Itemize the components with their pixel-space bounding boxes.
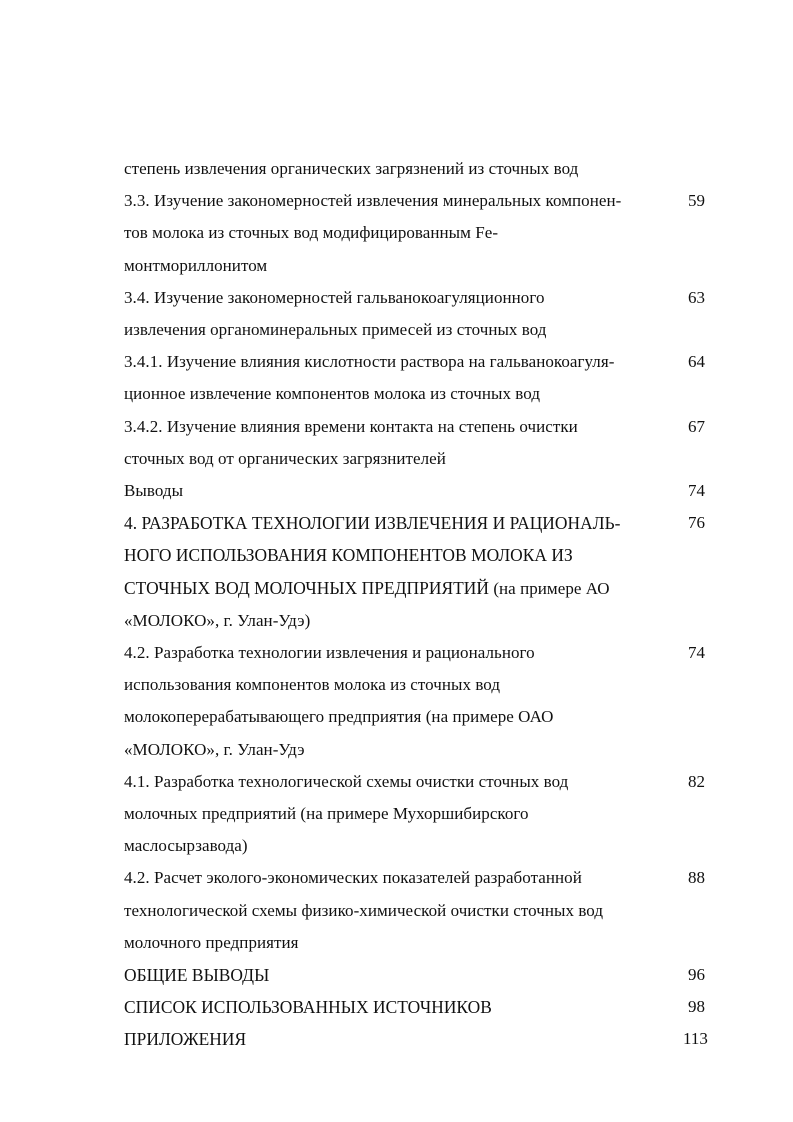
toc-entry-line: маслосырзавода) — [124, 836, 248, 856]
toc-entry-line: монтмориллонитом — [124, 255, 268, 275]
toc-entry-line: «МОЛОКО», г. Улан-Удэ) — [124, 610, 311, 630]
toc-entry-line: 3.4.1. Изучение влияния кислотности раствора на гальванокоагуля- — [124, 352, 615, 372]
toc-page-number: 64 — [688, 352, 705, 372]
toc-entry-text — [124, 766, 669, 863]
toc-entry-line: молокоперерабатывающего предприятия (на примере ОАО — [124, 707, 554, 727]
toc-entry — [124, 862, 724, 959]
toc-entry-text — [124, 185, 669, 282]
toc-entry-line: НОГО ИСПОЛЬЗОВАНИЯ КОМПОНЕНТОВ МОЛОКА ИЗ — [124, 545, 573, 566]
toc-entry-text — [124, 153, 669, 185]
toc-entry-line: 4.2. Разработка технологии извлечения и рационального — [124, 643, 535, 663]
toc-entry-text — [124, 507, 669, 637]
toc-entry-section — [124, 1023, 724, 1055]
toc-page-number: 76 — [688, 513, 705, 533]
toc-page-number: 82 — [688, 771, 705, 791]
toc-entry-line: 4.2. Расчет эколого-экономических показателей разработанной — [124, 868, 582, 888]
toc-entry — [124, 282, 724, 346]
toc-entry-text — [124, 346, 669, 410]
toc-entry-text — [124, 991, 669, 1023]
toc-entry-line: 3.4. Изучение закономерностей гальванокоагуляционного — [124, 287, 545, 307]
toc-page-number: 67 — [688, 416, 705, 436]
toc-entry-section — [124, 959, 724, 991]
toc-entry-text — [124, 282, 669, 346]
toc-entry-line-rest: (на примере АО — [489, 578, 610, 598]
toc-page-number: 113 — [683, 1029, 708, 1049]
toc-entry — [124, 637, 724, 766]
toc-entry-line: технологической схемы физико-химической очистки сточных вод — [124, 900, 604, 920]
toc-entry-line: 3.3. Изучение закономерностей извлечения минеральных компонен- — [124, 191, 622, 211]
toc-entry-line: сточных вод от органических загрязнителей — [124, 448, 446, 468]
toc-entry-text — [124, 862, 669, 959]
toc-entry-line-caps: СТОЧНЫХ ВОД МОЛОЧНЫХ ПРЕДПРИЯТИЙ — [124, 577, 490, 598]
toc-entry-line: ОБЩИЕ ВЫВОДЫ — [124, 965, 270, 986]
toc-entry-line: молочного предприятия — [124, 932, 299, 952]
toc-page-number: 74 — [688, 643, 705, 663]
toc-page-number: 63 — [688, 287, 705, 307]
toc-entry-line: молочных предприятий (на примере Мухоршибирского — [124, 804, 529, 824]
toc-entry-line: тов молока из сточных вод модифицированным Fe- — [124, 223, 499, 243]
toc-entry-chapter — [124, 507, 724, 637]
toc-entry-text — [124, 411, 669, 475]
toc-entry-text — [124, 637, 669, 766]
toc-entry-line: «МОЛОКО», г. Улан-Удэ — [124, 739, 305, 759]
toc-entry-text — [124, 959, 669, 991]
toc-entry — [124, 153, 724, 185]
toc-entry-text — [124, 475, 669, 507]
toc-entry-line: ционное извлечение компонентов молока из сточных вод — [124, 384, 541, 404]
toc-page-number: 74 — [688, 481, 705, 501]
toc-entry-line — [124, 572, 669, 605]
toc-entry-text — [124, 1023, 669, 1055]
toc-entry — [124, 185, 724, 282]
toc-page-number: 88 — [688, 868, 705, 888]
toc-entry-line: ПРИЛОЖЕНИЯ — [124, 1029, 247, 1050]
table-of-contents — [124, 153, 724, 1056]
toc-entry-line: СПИСОК ИСПОЛЬЗОВАННЫХ ИСТОЧНИКОВ — [124, 997, 492, 1018]
toc-page-number: 96 — [688, 965, 705, 985]
toc-entry-section — [124, 991, 724, 1023]
toc-page-number: 59 — [688, 191, 705, 211]
toc-entry-line: извлечения органоминеральных примесей из сточных вод — [124, 320, 547, 340]
toc-entry — [124, 346, 724, 410]
toc-entry — [124, 475, 724, 507]
toc-page-number: 98 — [688, 997, 705, 1017]
toc-entry-line: Выводы — [124, 481, 184, 501]
toc-entry — [124, 411, 724, 475]
toc-entry-line: 3.4.2. Изучение влияния времени контакта на степень очистки — [124, 416, 578, 436]
toc-entry-line: 4. РАЗРАБОТКА ТЕХНОЛОГИИ ИЗВЛЕЧЕНИЯ И РАЦИОНАЛЬ- — [124, 513, 621, 534]
toc-entry-line: 4.1. Разработка технологической схемы очистки сточных вод — [124, 771, 569, 791]
toc-entry-line: степень извлечения органических загрязнений из сточных вод — [124, 159, 579, 178]
toc-entry — [124, 766, 724, 863]
toc-entry-line: использования компонентов молока из сточных вод — [124, 675, 501, 695]
